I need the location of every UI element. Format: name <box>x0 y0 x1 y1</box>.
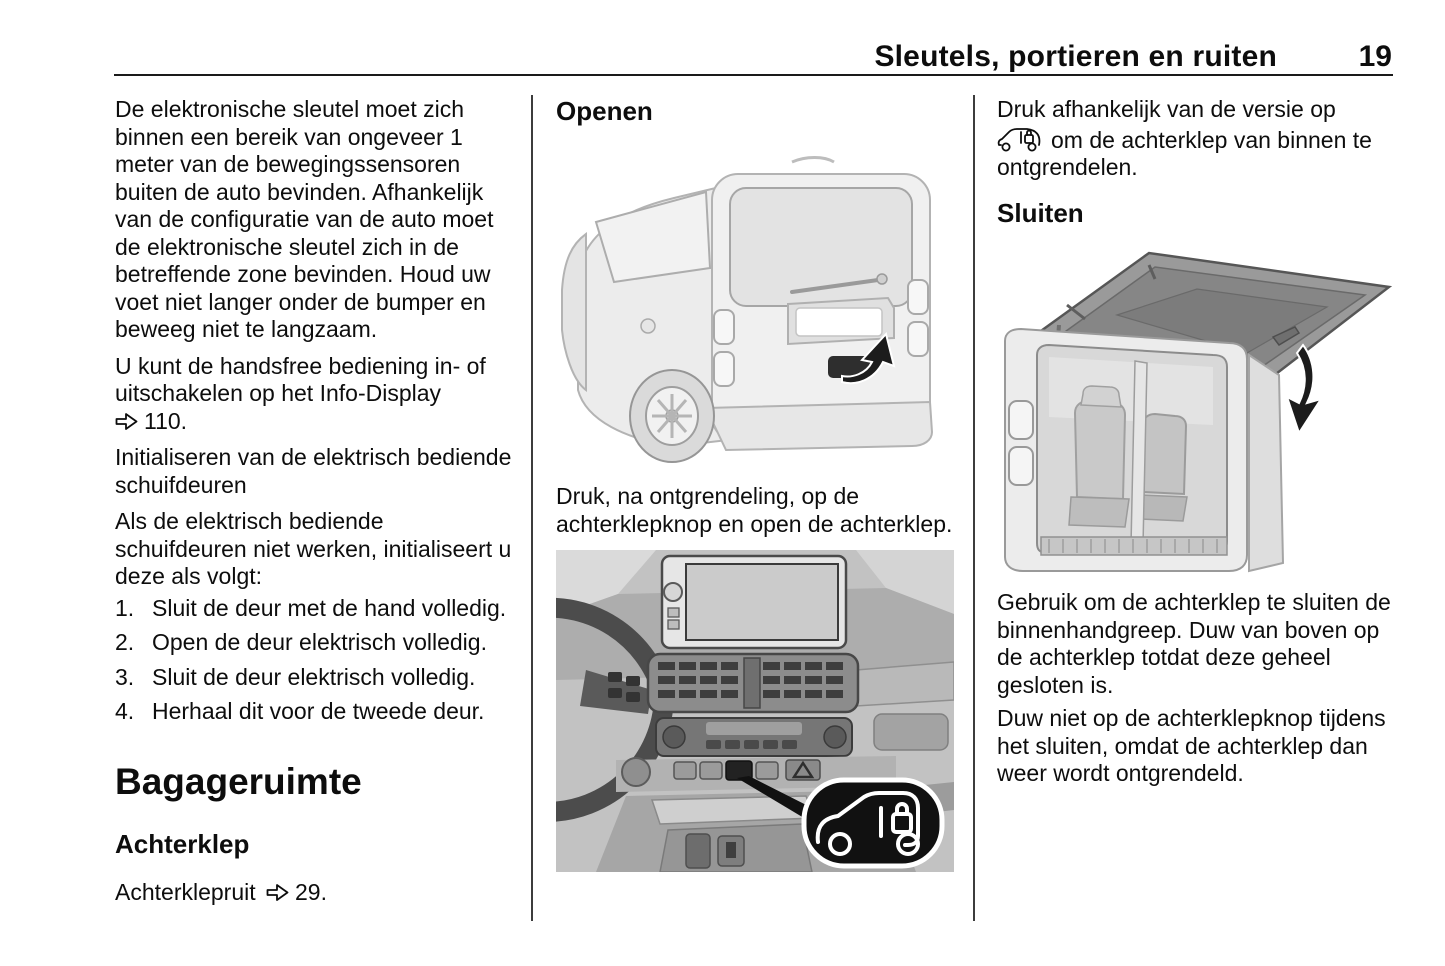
figure-tailgate-closing <box>997 245 1395 577</box>
van-unlock-icon <box>997 124 1043 154</box>
middle-column <box>556 96 954 136</box>
list-item <box>115 698 513 726</box>
figure-van-rear-tailgate <box>556 140 954 472</box>
numbered-list <box>115 595 513 726</box>
paragraph <box>997 124 1395 182</box>
list-text: Open de deur elektrisch volledig. <box>152 629 487 655</box>
paragraph <box>115 353 513 408</box>
figure-dashboard-button-callout <box>556 550 954 872</box>
paragraph-text: Druk afhankelijk van de versie op <box>997 96 1336 122</box>
column-divider <box>531 95 533 921</box>
left-column <box>115 96 513 915</box>
paragraph-text: U kunt de handsfree bediening in- of uitschakelen op het Info-Display <box>115 352 486 406</box>
paragraph: Duw niet op de achterklepknop tijdens het sluiten, omdat de achterklep dan weer wordt ontgrendeld. <box>997 705 1386 786</box>
list-text: Sluit de deur elektrisch volledig. <box>152 663 476 690</box>
reference-line <box>115 408 513 436</box>
list-item <box>115 664 513 692</box>
list-number: 3. <box>115 663 135 690</box>
paragraph: De elektronische sleutel moet zich binnen een bereik van ongeveer 1 meter van de bewegingssensoren buiten de auto bevinden. Afhankelijk van de configuratie van de auto moet de elektronische sleutel zich in de betreffende zone bevinden. Houd uw voet niet langer onder de bumper en beweeg niet te langzaam. <box>115 96 494 342</box>
page-number: 19 <box>1358 40 1392 73</box>
reference-number: 29. <box>295 878 327 905</box>
list-number: 1. <box>115 594 135 621</box>
reference-arrow-icon <box>115 412 138 431</box>
reference-line <box>115 879 513 907</box>
paragraph: Als de elektrisch bediende schuifdeuren niet werken, initialiseert u deze als volgt: <box>115 508 512 589</box>
right-column-lower <box>997 589 1395 797</box>
page-title: Sleutels, portieren en ruiten <box>874 40 1277 73</box>
list-text: Sluit de deur met de hand volledig. <box>152 594 507 621</box>
heading-sluiten: Sluiten <box>997 197 1084 228</box>
paragraph <box>997 96 1395 124</box>
header-rule <box>114 74 1393 76</box>
subheading-achterklep: Achterklep <box>115 828 250 859</box>
paragraph-text: om de achterklep van binnen te ontgrendelen. <box>997 126 1372 180</box>
column-divider <box>973 95 975 921</box>
list-text: Herhaal dit voor de tweede deur. <box>152 698 485 724</box>
reference-number: 110. <box>144 407 188 434</box>
figure-caption: Druk, na ontgrendeling, op de achterklepknop en open de achterklep. <box>556 483 953 537</box>
subheading-initialiseren: Initialiseren van de elektrisch bediende schuifdeuren <box>115 444 512 498</box>
heading-bagageruimte: Bagageruimte <box>115 760 362 802</box>
list-number: 2. <box>115 629 135 655</box>
reference-arrow-icon <box>266 883 289 902</box>
heading-openen: Openen <box>556 96 653 126</box>
list-item <box>115 629 513 657</box>
right-column <box>997 96 1395 228</box>
list-number: 4. <box>115 698 135 724</box>
middle-column-caption <box>556 483 954 547</box>
list-item <box>115 595 513 623</box>
paragraph: Gebruik om de achterklep te sluiten de binnenhandgreep. Duw van boven op de achterklep totdat deze geheel gesloten is. <box>997 589 1391 698</box>
paragraph-text: Achterklepruit <box>115 878 256 905</box>
